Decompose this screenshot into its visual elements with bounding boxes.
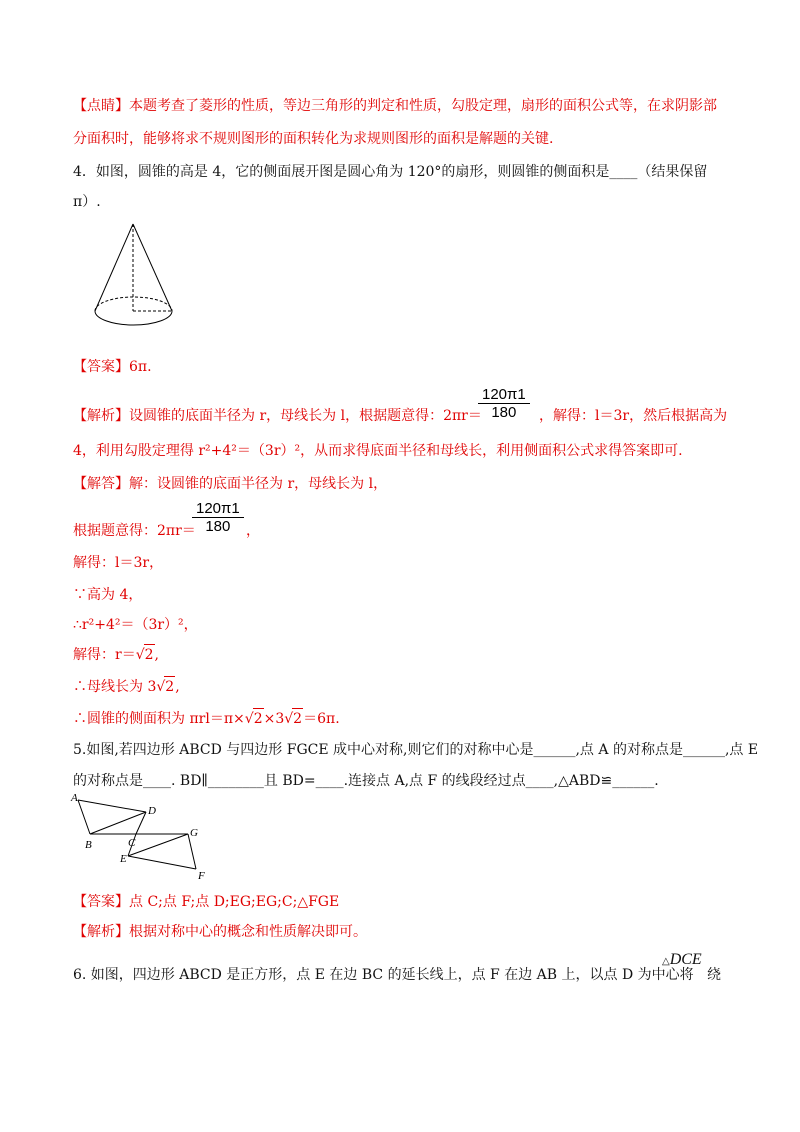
dce-label: DCE (669, 951, 702, 968)
step-4-head: 解得：r＝ (73, 647, 136, 663)
q5-analysis: 【解析】根据对称中心的概念和性质解决即可。 (73, 924, 367, 940)
sqrt-radicand: 2 (292, 708, 303, 729)
q6-tail: 绕 (707, 967, 721, 983)
q5-answer: 【答案】点 C;点 F;点 D;EG;EG;C;△FGE (73, 894, 340, 910)
sqrt-symbol: √2 (284, 708, 303, 729)
cone-figure (90, 218, 180, 338)
step-5-head: ∴母线长为 3 (73, 679, 157, 695)
q4-step-1: 解得：l＝3r， (73, 555, 164, 571)
sqrt-symbol: √2 (136, 644, 155, 665)
q4-solution-eq: 根据题意得：2πr＝ (73, 523, 196, 539)
sqrt-radicand: 2 (144, 644, 155, 665)
fraction-denominator: 180 (205, 518, 231, 535)
q4-solution-eq-tail: ， (246, 523, 260, 539)
sqrt-radicand: 2 (253, 708, 264, 729)
step-5-tail: , (175, 679, 180, 695)
q5-question-line-2: 的对称点是____. BD∥________且 BD=____.连接点 A,点 F 的线段经过点____,△ABD≌______. (73, 773, 659, 789)
q4-analysis-line-2: 4，利用勾股定理得 r²+4²＝（3r）²，从而求得底面半径和母线长，利用侧面积公式求得答案即可. (73, 443, 683, 459)
q4-question-line-2: π）. (73, 194, 101, 210)
fraction-numerator: 120π1 (482, 386, 526, 403)
symmetry-figure (68, 790, 218, 885)
comment-line-2: 分面积时，能够将求不规则图形的面积转化为求规则图形的面积是解题的关键. (73, 131, 554, 147)
fraction-numerator: 120π1 (196, 500, 240, 517)
label-D: D (148, 805, 156, 817)
fraction-denominator: 180 (491, 404, 517, 421)
label-E: E (120, 853, 127, 865)
q6-triangle-dce (662, 950, 702, 972)
q6-question-line-1: 6. 如图，四边形 ABCD 是正方形，点 E 在边 BC 的延长线上，点 F 在边 AB 上，以点 D 为中心将 (73, 967, 694, 983)
q4-answer: 【答案】6π. (73, 359, 152, 375)
sqrt-radicand: 2 (164, 676, 175, 697)
q4-step-3: ∴r²+4²＝（3r）²， (73, 617, 198, 633)
step-4-tail: , (154, 647, 159, 663)
label-C: C (128, 837, 136, 849)
q4-step-4 (73, 644, 159, 665)
q4-solution-fraction (192, 500, 244, 535)
q4-step-5 (73, 676, 180, 697)
q5-question-line-1: 5.如图,若四边形 ABCD 与四边形 FGCE 成中心对称,则它们的对称中心是______,点 A 的对称点是______,点 E (73, 742, 759, 758)
label-B: B (85, 839, 92, 851)
q4-step-2: ∵高为 4， (73, 587, 143, 603)
q4-analysis-tail: ，解得：l＝3r，然后根据高为 (539, 408, 728, 424)
q4-step-6 (73, 708, 340, 729)
q4-question-line-1: 4．如图，圆锥的高是 4，它的侧面展开图是圆心角为 120°的扇形，则圆锥的侧面积是____（结果保留 (73, 164, 708, 180)
label-F: F (198, 870, 205, 882)
label-A: A (71, 792, 78, 804)
triangle-symbol: △ (662, 956, 670, 967)
step-6-tail: ＝6π. (303, 711, 340, 727)
q4-solution-head: 【解答】解：设圆锥的底面半径为 r，母线长为 l， (73, 476, 388, 492)
sqrt-symbol: √2 (156, 676, 175, 697)
label-G: G (190, 827, 198, 839)
q4-analysis-head: 【解析】设圆锥的底面半径为 r，母线长为 l，根据题意得：2πr＝ (73, 408, 482, 424)
comment-line-1: 【点睛】本题考查了菱形的性质，等边三角形的判定和性质，勾股定理，扇形的面积公式等，在求阴影部 (73, 98, 717, 114)
q4-analysis-fraction (478, 386, 530, 421)
step-6-mid: ×3 (263, 711, 285, 727)
step-6-head: ∴圆锥的侧面积为 πrl＝π× (73, 711, 245, 727)
sqrt-symbol: √2 (245, 708, 264, 729)
